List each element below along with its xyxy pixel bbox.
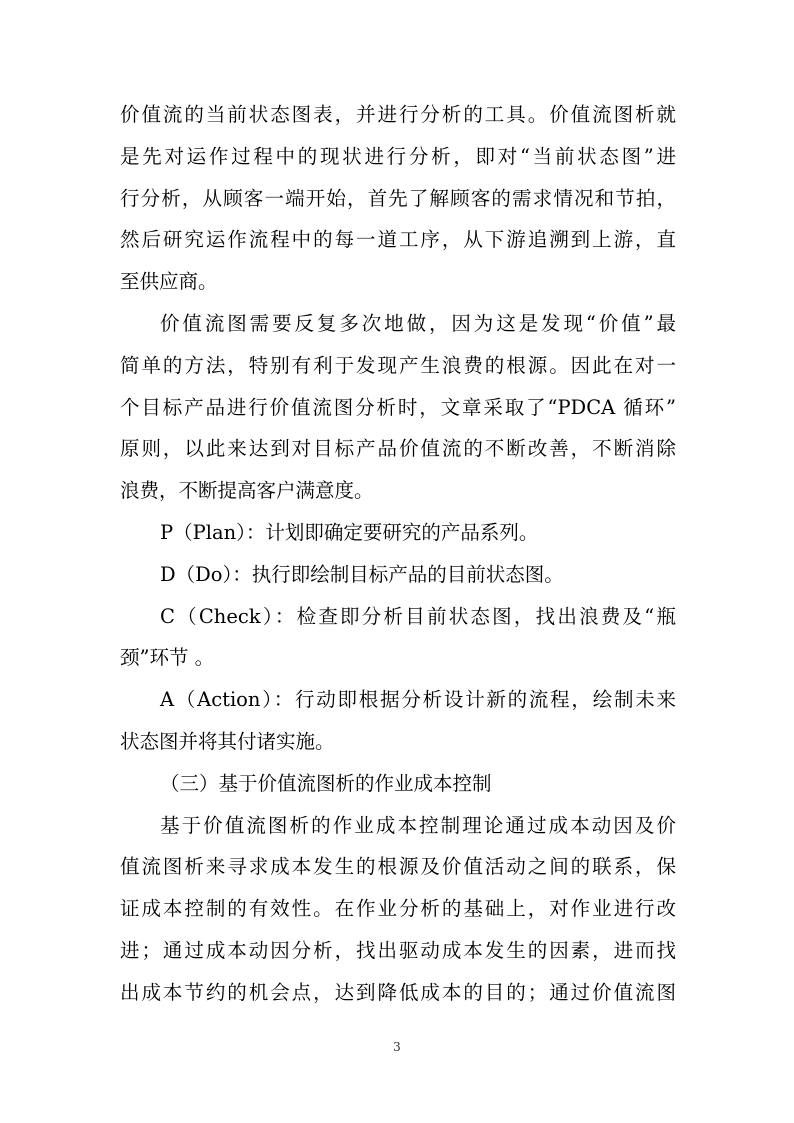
text-line: 基于价值流图析的作业成本控制理论通过成本动因及价 (160, 813, 676, 837)
text-line: 价值流的当前状态图表，并进行分析的工具。价值流图析就 (120, 103, 676, 126)
text-line: 然后研究运作流程中的每一道工序，从下游追溯到上游，直 (120, 228, 676, 252)
text-line: 状态图并将其付诸实施。 (120, 729, 335, 753)
page-number: 3 (393, 1040, 401, 1054)
text-line: 进；通过成本动因分析，找出驱动成本发生的因素，进而找 (120, 938, 676, 962)
text-line: 值流图析来寻求成本发生的根源及价值活动之间的联系，保 (120, 855, 676, 879)
text-line: P（Plan）：计划即确定要研究的产品系列。 (160, 520, 539, 544)
text-line: 浪费，不断提高客户满意度。 (120, 479, 374, 503)
text-line: 原则，以此来达到对目标产品价值流的不断改善，不断消除 (120, 437, 676, 461)
text-line: 行分析，从顾客一端开始，首先了解顾客的需求情况和节拍， (120, 186, 676, 210)
text-line: 出成本节约的机会点，达到降低成本的目的；通过价值流图 (120, 980, 676, 1004)
text-line: 证成本控制的有效性。在作业分析的基础上，对作业进行改 (120, 897, 676, 921)
body-text (120, 94, 676, 1014)
text-line: C（Check）：检查即分析目前状态图，找出浪费及“瓶 (160, 604, 676, 628)
text-line: 颈”环节 。 (120, 646, 215, 670)
text-line: 至供应商。 (120, 270, 218, 294)
text-line: 价值流图需要反复多次地做，因为这是发现“价值”最 (160, 311, 676, 335)
text-line: 是先对运作过程中的现状进行分析，即对“当前状态图”进 (120, 144, 676, 168)
text-line: 简单的方法，特别有利于发现产生浪费的根源。因此在对一 (120, 353, 676, 377)
text-line: A（Action）：行动即根据分析设计新的流程，绘制未来 (160, 688, 676, 712)
text-line: 个目标产品进行价值流图分析时，文章采取了“PDCA 循环” (120, 395, 676, 419)
text-line: D（Do）：执行即绘制目标产品的目前状态图。 (160, 562, 564, 586)
section-heading: （三）基于价值流图析的作业成本控制 (160, 771, 492, 795)
